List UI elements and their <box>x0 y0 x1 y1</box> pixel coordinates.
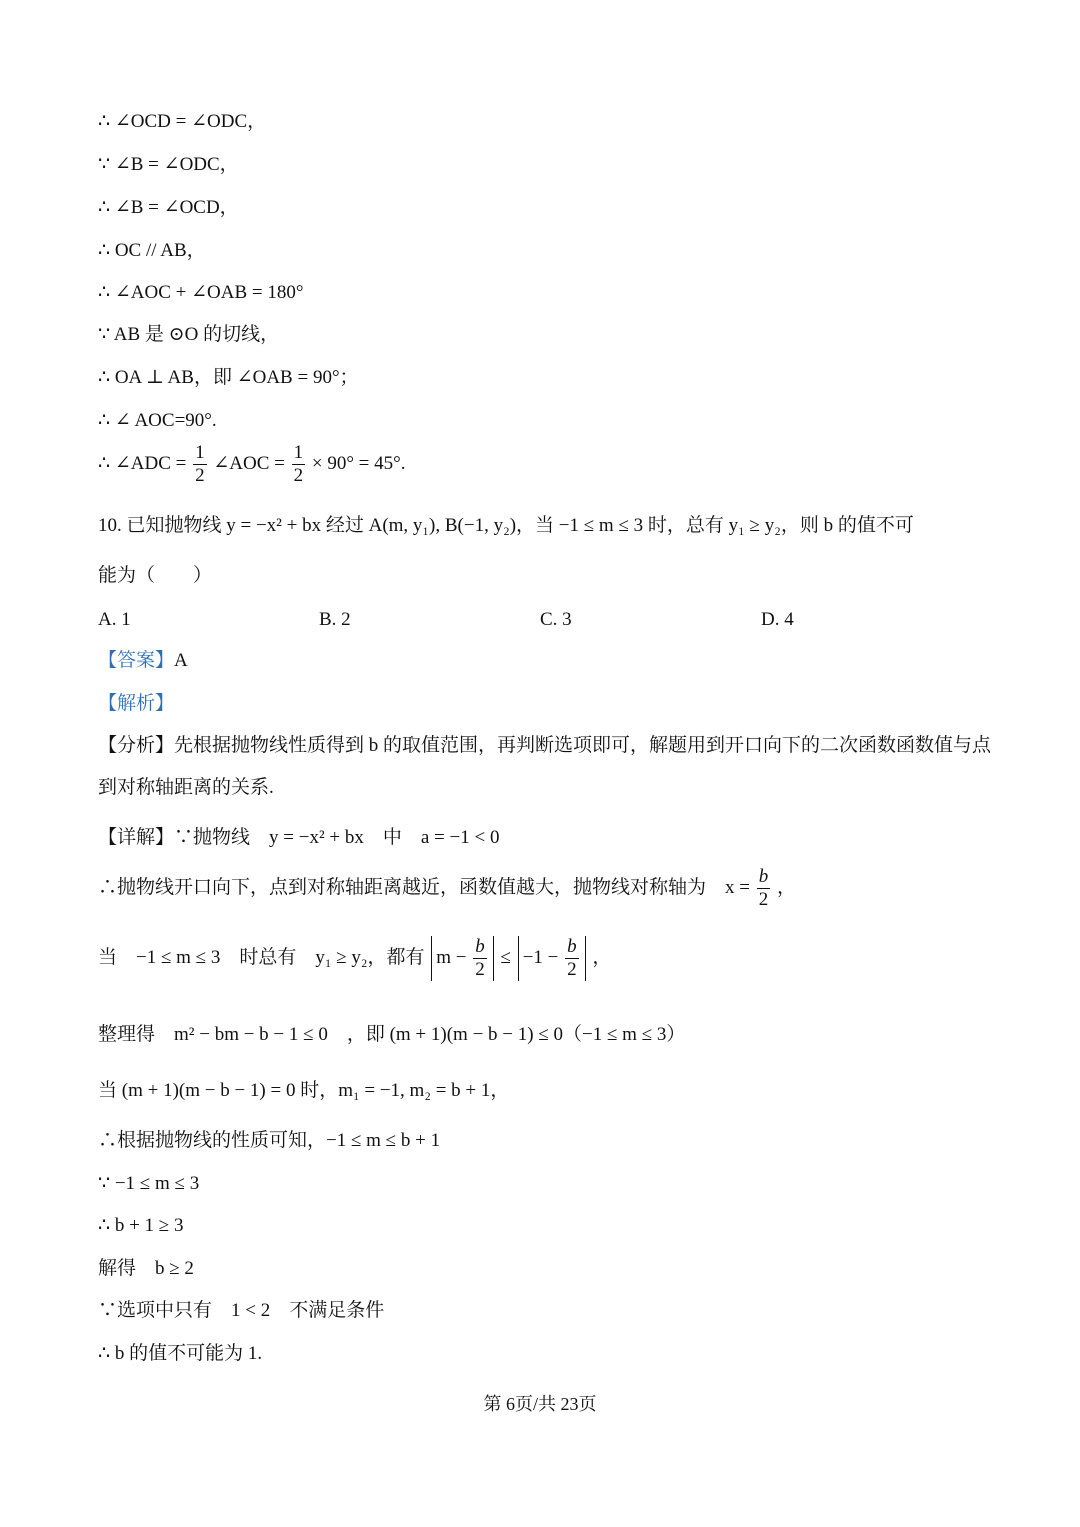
abs-value-1 <box>431 936 494 981</box>
abs-value-2 <box>518 936 586 981</box>
proof-line-7: ∴ OA ⊥ AB，即 ∠OAB = 90°； <box>98 367 359 388</box>
question-stem-2: 能为（ ） <box>98 565 213 586</box>
detail-text-2-end: ， <box>776 876 796 898</box>
proof-line-2: ∵ ∠B = ∠ODC， <box>98 154 239 175</box>
proof-line-4: ∴ OC // AB， <box>98 240 206 261</box>
fraction-numerator: 1 <box>195 442 205 463</box>
detail-line-8: ∴ b + 1 ≥ 3 <box>98 1215 184 1236</box>
answer-line <box>98 647 188 675</box>
proof-line-6: ∵ AB 是 ⊙O 的切线， <box>98 324 280 345</box>
proof-line-8: ∴ ∠ AOC=90°. <box>98 410 217 431</box>
answer-tag: 【答案】 <box>98 650 175 671</box>
half-fraction-1 <box>193 442 207 487</box>
fraction-numerator: b <box>567 936 577 957</box>
fraction-denominator: 2 <box>758 889 769 910</box>
proof-line-5: ∴ ∠AOC + ∠OAB = 180° <box>98 282 304 303</box>
detail-text-3-end: ， <box>592 946 612 968</box>
detail-line-5: 当 (m + 1)(m − b − 1) = 0 时，m₁ = −1, m₂ = b + 1， <box>98 1080 510 1101</box>
le-symbol: ≤ <box>500 946 511 968</box>
half-fraction-2 <box>292 442 306 487</box>
option-d: D. 4 <box>761 609 794 630</box>
fraction-denominator: 2 <box>293 465 304 486</box>
line9-suffix: × 90° = 45°. <box>311 452 406 474</box>
option-b: B. 2 <box>319 609 351 630</box>
detail-line-10: ∵选项中只有 1 < 2 不满足条件 <box>98 1300 385 1321</box>
abs-2-prefix: −1 − <box>522 946 559 968</box>
option-c: C. 3 <box>540 609 572 630</box>
fraction-denominator: 2 <box>195 465 205 486</box>
detail-line-3 <box>98 936 611 981</box>
option-a: A. 1 <box>98 609 131 630</box>
fraction-numerator: 1 <box>293 442 304 463</box>
fenxi-text-1: 先根据抛物线性质得到 b 的取值范围，再判断选项即可，解题用到开口向下的二次函数函数值与点 <box>174 735 992 756</box>
detail-line-6: ∴根据抛物线的性质可知，−1 ≤ m ≤ b + 1 <box>98 1130 441 1151</box>
line9-middle: ∠AOC = <box>213 452 285 474</box>
b-over-2-fraction <box>473 936 487 981</box>
fraction-denominator: 2 <box>475 959 485 980</box>
detail-text-3: 当 −1 ≤ m ≤ 3 时总有 y₁ ≥ y₂，都有 <box>98 946 425 968</box>
detail-text-2: ∴抛物线开口向下，点到对称轴距离越近，函数值越大，抛物线对称轴为 x = <box>98 876 750 898</box>
b-over-2-fraction <box>565 936 579 981</box>
detail-text-1: ∵抛物线 y = −x² + bx 中 a = −1 < 0 <box>174 827 500 848</box>
detail-line-7: ∵ −1 ≤ m ≤ 3 <box>98 1173 200 1194</box>
line9-prefix: ∴ ∠ADC = <box>98 452 187 474</box>
proof-line-1: ∴ ∠OCD = ∠ODC， <box>98 111 267 132</box>
analysis-tag: 【解析】 <box>98 693 175 714</box>
b-over-2-fraction <box>757 866 771 911</box>
detail-line-4: 整理得 m² − bm − b − 1 ≤ 0 ，即 (m + 1)(m − b − 1) ≤ 0（−1 ≤ m ≤ 3） <box>98 1024 686 1045</box>
detail-line-9: 解得 b ≥ 2 <box>98 1258 194 1279</box>
detail-line-11: ∴ b 的值不可能为 1. <box>98 1343 263 1364</box>
fenxi-line-2: 到对称轴距离的关系. <box>98 777 274 798</box>
proof-line-3: ∴ ∠B = ∠OCD， <box>98 197 239 218</box>
detail-tag: 【详解】 <box>98 827 175 848</box>
page-footer: 第 6页/共 23页 <box>483 1394 597 1414</box>
fenxi-tag: 【分析】 <box>98 735 175 756</box>
detail-line-1 <box>98 824 499 852</box>
abs-1-prefix: m − <box>436 946 467 968</box>
detail-line-2 <box>98 866 796 911</box>
question-stem-1: 10. 已知抛物线 y = −x² + bx 经过 A(m, y₁), B(−1, y₂)，当 −1 ≤ m ≤ 3 时，总有 y₁ ≥ y₂，则 b 的值不可 <box>98 515 914 536</box>
fraction-denominator: 2 <box>567 959 577 980</box>
proof-line-9 <box>98 442 406 487</box>
fraction-numerator: b <box>758 866 769 887</box>
answer-value: A <box>174 650 188 671</box>
fraction-numerator: b <box>475 936 485 957</box>
fenxi-line-1 <box>98 732 991 760</box>
